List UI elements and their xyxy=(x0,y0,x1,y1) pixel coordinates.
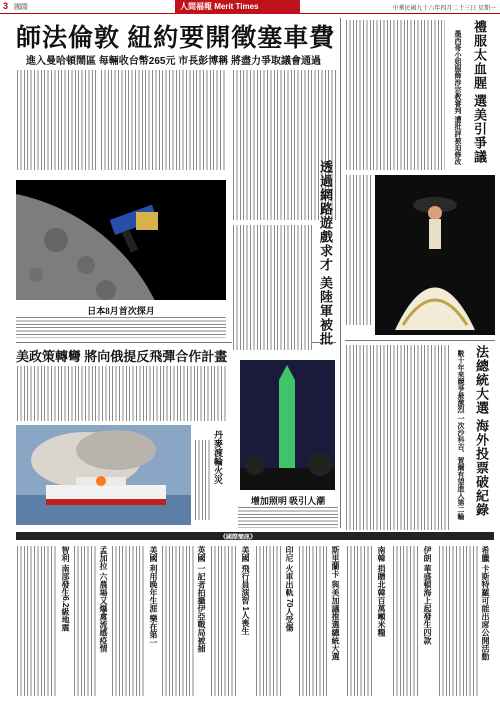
satellite-photo xyxy=(16,180,226,300)
ferry-caption-body xyxy=(194,440,210,520)
brief-body-8 xyxy=(346,546,374,696)
pageant-kicker: 墨西哥小姐服飾涉宗教審判 遭批評被迫修改 xyxy=(454,30,461,165)
pageant-caption-body xyxy=(345,175,371,325)
brief-headline-3: 美國 利用晚年生涯 樂在第一 xyxy=(149,546,158,647)
ferry-caption: 丹麥渡輪火災 xyxy=(213,430,223,484)
monument-illustration xyxy=(240,360,335,490)
brief-body-6 xyxy=(255,546,282,696)
missile-headline: 美政策轉彎 將向俄提反飛彈合作計畫 xyxy=(16,349,228,364)
monument-photo xyxy=(240,360,335,490)
brief-body-2 xyxy=(73,546,96,696)
missile-body xyxy=(16,366,226,421)
moon-satellite-illustration xyxy=(16,180,226,300)
france-divider xyxy=(345,340,495,341)
right-column-rule xyxy=(340,18,341,528)
pageant-photo xyxy=(375,175,495,335)
masthead: 人間福報 Merit Times xyxy=(175,0,300,14)
brief-headline-8: 南韓 捐贈北韓百萬噸米糧 xyxy=(377,546,386,637)
brief-body-1 xyxy=(16,546,58,696)
internet-body xyxy=(232,225,312,350)
satellite-caption-body xyxy=(16,316,226,338)
brief-body-10 xyxy=(438,546,478,696)
brief-headline-4: 英國 一記者拍攝伊亞戰局被捕 xyxy=(197,546,206,653)
brief-headline-1: 智利 南部發生6.2級地震 xyxy=(61,546,70,632)
brief-headline-6: 印尼 火車出軌 70人受傷 xyxy=(285,546,294,632)
lead-body-left xyxy=(16,70,96,170)
lead-subhead: 進入曼哈頓鬧區 每輛收台幣265元 市長彭博稱 將盡力爭取議會通過 xyxy=(26,56,322,67)
lead-body-mid xyxy=(100,70,225,170)
internet-headline: 透過網路遊戲求才 美陸軍被批 xyxy=(318,160,333,347)
brief-headline-2: 孟加拉 六農場又爆禽流感疫情 xyxy=(99,546,108,653)
brief-body-9 xyxy=(392,546,420,696)
brief-body-4 xyxy=(161,546,194,696)
page-number: 3 xyxy=(3,1,9,11)
pageant-body xyxy=(345,20,445,170)
pageant-headline: 禮服太血腥 選美引爭議 xyxy=(472,20,487,165)
ferry-fire-photo xyxy=(16,425,191,525)
briefs-title: 《國際簡訊》 xyxy=(220,535,257,541)
monument-caption: 增加照明 吸引人潮 xyxy=(250,496,326,506)
satellite-caption: 日本8月首次探月 xyxy=(87,306,155,316)
brief-body-5 xyxy=(210,546,238,696)
brief-headline-5: 美國 飛行員演習 1人喪生 xyxy=(241,546,250,635)
monument-caption-body xyxy=(238,506,338,528)
brief-body-3 xyxy=(111,546,146,696)
brief-body-7 xyxy=(298,546,328,696)
lead-headline: 師法倫敦 紐約要開徵塞車費 xyxy=(16,25,336,52)
section-name: 國際 xyxy=(14,4,28,11)
beauty-queen-illustration xyxy=(375,175,495,335)
brief-headline-7: 斯里蘭卡 與美加議推選總統大選 xyxy=(331,546,340,661)
france-body xyxy=(345,345,450,530)
brief-headline-10: 希臘 卡斯特羅可能出席公開活動 xyxy=(481,546,490,661)
brief-headline-9: 伊朗 華盛頓海上起發生四款 xyxy=(423,546,432,645)
ferry-illustration xyxy=(16,425,191,525)
france-headline: 法總統大選 海外投票破紀錄 xyxy=(474,345,489,518)
dateline: 中華民國九十六年四月二十三日 星期一 xyxy=(392,6,496,12)
france-kicker: 數十年來競爭最激烈 一次沙科吉、賀爾有望進入第二輪 xyxy=(457,350,464,520)
